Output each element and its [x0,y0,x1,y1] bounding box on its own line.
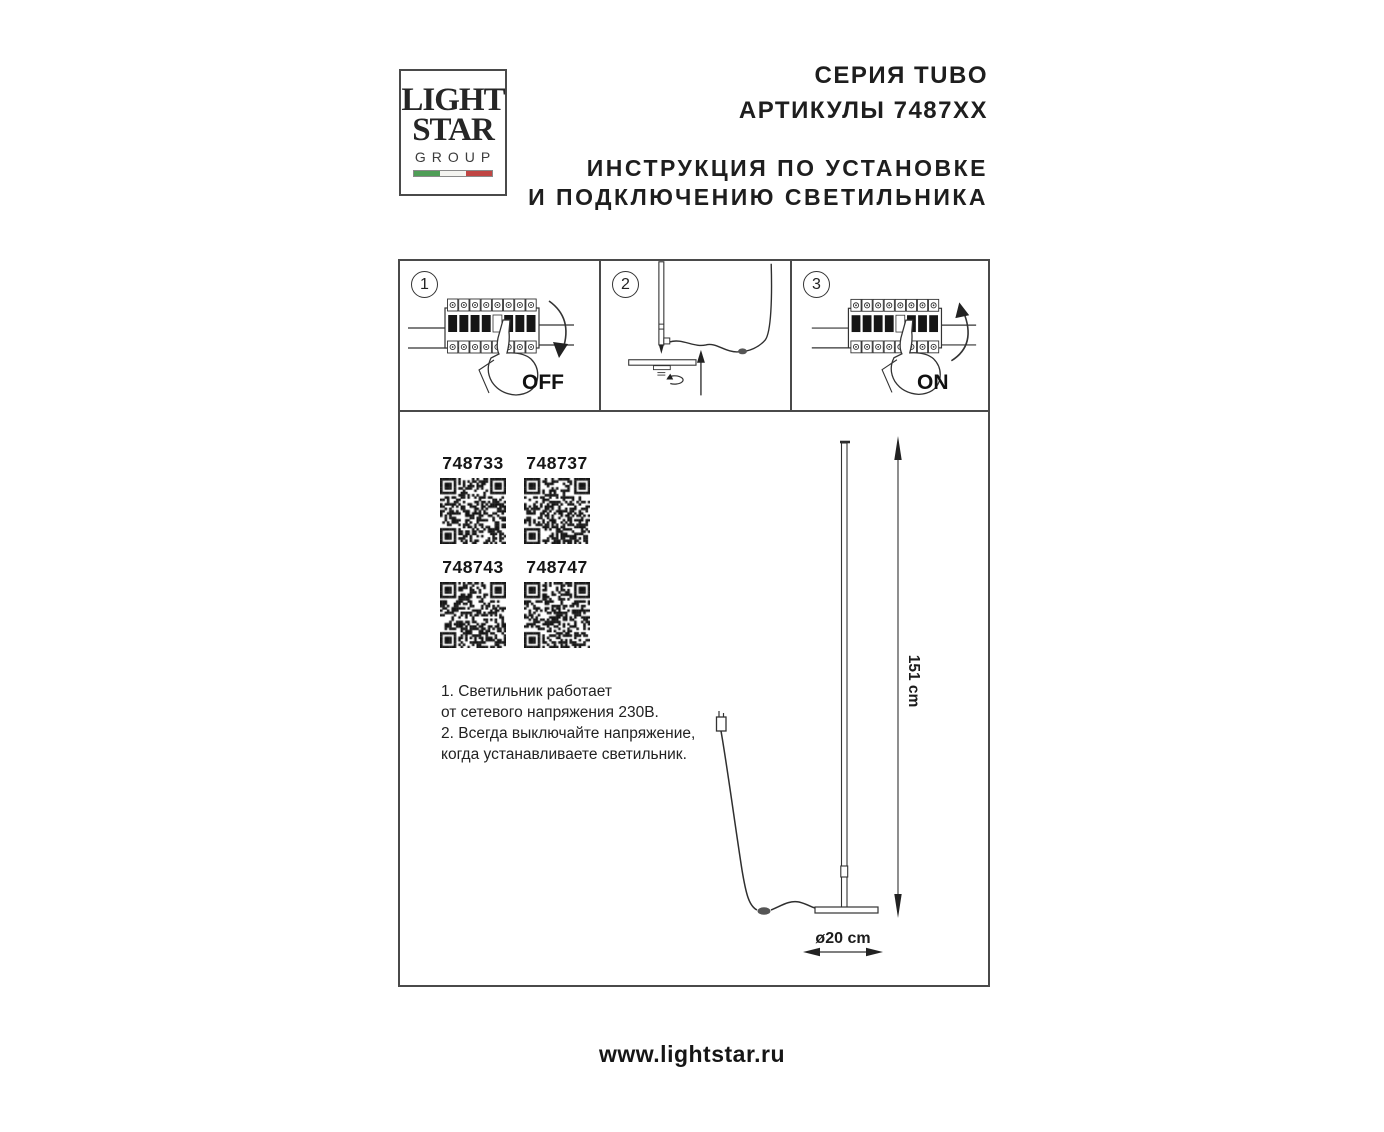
step-1-off-label: OFF [522,371,564,394]
flag-white-stripe [440,171,466,176]
power-plug-icon [717,711,727,731]
step-2-panel [599,261,790,412]
qr-article-label: 748733 [442,453,504,473]
diameter-dimension-label: ø20 cm [815,930,871,947]
step-3-number: 3 [803,271,830,298]
logo-text-light: LIGHT [401,82,505,118]
logo-text-group: GROUP [414,149,497,165]
installation-steps [398,259,990,412]
instruction-title [528,154,988,212]
qr-article-label: 748737 [526,453,588,473]
step-3-panel [790,261,988,412]
step-2-number: 2 [612,271,639,298]
note-line: когда устанавливаете светильник. [441,746,687,763]
logo-text-star: STAR [412,112,494,148]
lamp-base [815,907,878,913]
series-title: СЕРИЯ TUBO [814,62,988,89]
note-line: 1. Светильник работает [441,683,612,700]
product-info-box [398,410,990,987]
inline-switch-icon [758,907,771,915]
diameter-dimension-arrow [803,948,883,956]
height-dimension-arrow [894,436,901,918]
qr-article-label: 748747 [526,557,588,577]
note-line: от сетевого напряжения 230В. [441,704,659,721]
articles-title: АРТИКУЛЫ 7487XX [738,97,988,124]
step-1-panel [400,261,599,412]
instruction-title-line2: И ПОДКЛЮЧЕНИЮ СВЕТИЛЬНИКА [528,184,988,210]
flag-red-stripe [466,171,492,176]
height-dimension-label: 151 cm [905,654,922,708]
step-1-number: 1 [411,271,438,298]
flag-green-stripe [414,171,440,176]
qr-article-label: 748743 [442,557,504,577]
website-url: www.lightstar.ru [598,1041,786,1067]
header [528,62,988,212]
floor-lamp-drawing [400,412,988,985]
lamp-pole [842,443,848,908]
step-3-on-label: ON [917,371,949,394]
power-cord [771,902,815,910]
instruction-title-line1: ИНСТРУКЦИЯ ПО УСТАНОВКЕ [586,155,988,181]
note-line: 2. Всегда выключайте напряжение, [441,725,696,742]
lamp-pole-joint [841,866,848,877]
power-cord [721,731,757,910]
italian-flag-icon [413,170,493,177]
lightstar-logo [399,69,507,196]
